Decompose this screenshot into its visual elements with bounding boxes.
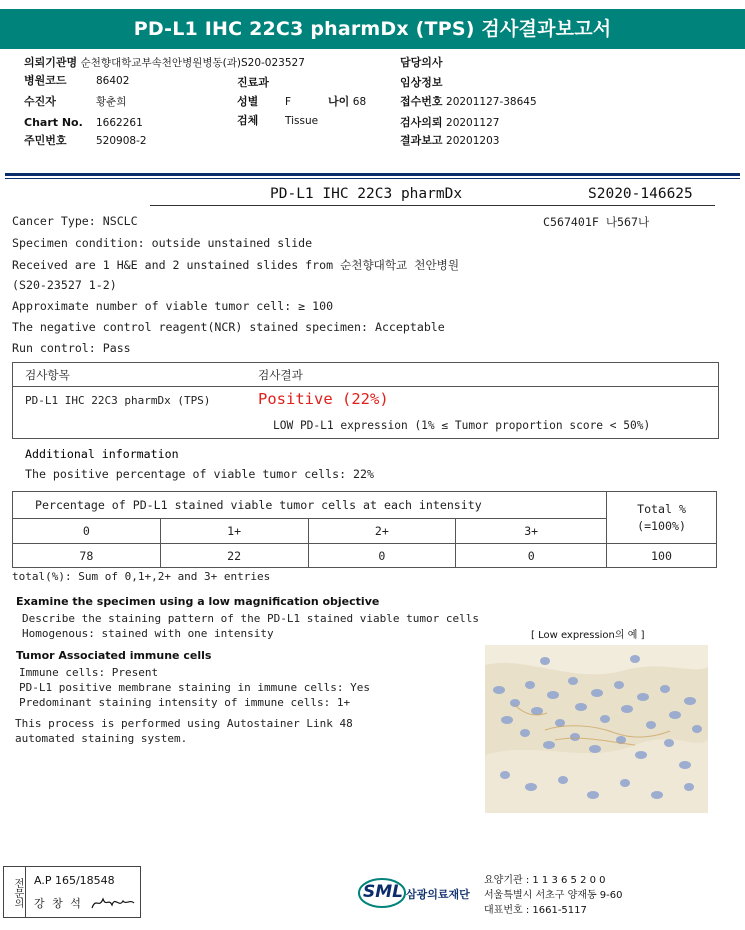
address: 서울특별시 서초구 양재동 9-60 — [484, 890, 623, 901]
received-slides: Received are 1 H&E and 2 unstained slides from 순천향대학교 천안병원 — [12, 258, 460, 272]
additional-info-title: Additional information — [25, 447, 179, 461]
age-label: 나이 — [328, 95, 350, 108]
immune-line: PD-L1 positive membrane staining in immune cells: Yes — [19, 681, 370, 694]
total-value: 100 — [607, 544, 717, 568]
test-result-header: 검사결과 — [258, 368, 303, 382]
intensity-value: 0 — [456, 544, 607, 568]
chart-no-value: 1662261 — [96, 117, 143, 129]
micrograph-illustration — [485, 645, 708, 813]
sex-label: 성별 — [237, 95, 259, 108]
immune-line: Predominant staining intensity of immune cells: 1+ — [19, 696, 351, 709]
additional-info-text: The positive percentage of viable tumor cells: 22% — [25, 467, 375, 481]
sex-value: F — [285, 96, 292, 108]
intensity-level: 3+ — [456, 519, 607, 544]
receipt-no-value: 20201127-38645 — [446, 96, 537, 108]
process-line: This process is performed using Autostainer Link 48 — [15, 717, 353, 730]
resident-no-label: 주민번호 — [24, 134, 67, 147]
request-date-label: 검사의뢰 — [400, 116, 443, 129]
process-line: automated staining system. — [15, 732, 188, 745]
negative-control: The negative control reagent(NCR) stained specimen: Acceptable — [12, 320, 445, 334]
agency-code: 요양기관 : 1 1 3 6 5 2 0 0 — [484, 875, 606, 886]
report-id: S2020-146625 — [588, 186, 693, 202]
test-result: Positive (22%) — [258, 390, 389, 408]
examine-line: Homogenous: stained with one intensity — [22, 627, 274, 640]
immune-line: Immune cells: Present — [19, 666, 159, 679]
run-control: Run control: Pass — [12, 341, 131, 355]
divider-thin — [5, 178, 740, 179]
result-box-separator — [12, 386, 719, 387]
request-date-value: 20201127 — [446, 117, 500, 129]
test-name-heading: PD-L1 IHC 22C3 pharmDx — [270, 186, 463, 202]
hospital-code-value: 86402 — [96, 75, 130, 87]
table-note: total(%): Sum of 0,1+,2+ and 3+ entries — [12, 570, 271, 583]
department-label: 진료과 — [237, 76, 269, 89]
patient-name-label: 수진자 — [24, 95, 56, 108]
institution-value: 순천향대학교부속천안병원병동(과)S20-023527 — [80, 57, 305, 69]
ap-number: A.P 165/18548 — [34, 874, 115, 887]
intensity-table-header: Percentage of PD-L1 stained viable tumor cells at each intensity — [13, 492, 607, 519]
intensity-value: 0 — [308, 544, 456, 568]
cancer-type: Cancer Type: NSCLC — [12, 214, 138, 228]
micrograph-image — [485, 645, 708, 813]
age-value: 68 — [352, 96, 367, 108]
examine-title: Examine the specimen using a low magnification objective — [16, 595, 380, 608]
reference-code: C567401F 나567나 — [543, 215, 650, 229]
slide-numbers: (S20-23527 1-2) — [12, 278, 117, 292]
heading-underline — [150, 205, 715, 206]
examine-line: Describe the staining pattern of the PD-L1 stained viable tumor cells — [22, 612, 479, 625]
viable-tumor-count: Approximate number of viable tumor cell: ≥ 100 — [12, 299, 334, 313]
report-date-label: 결과보고 — [400, 134, 443, 147]
org-name: 삼광의료재단 — [406, 888, 470, 901]
report-date-value: 20201203 — [446, 135, 500, 147]
phone: 대표번호 : 1661-5117 — [484, 905, 587, 916]
intensity-level: 0 — [13, 519, 161, 544]
intensity-value: 78 — [13, 544, 161, 568]
image-caption: [ Low expression의 예 ] — [531, 630, 645, 641]
signature-scribble — [90, 893, 136, 913]
total-header-line1: Total % — [637, 501, 686, 516]
immune-title: Tumor Associated immune cells — [16, 649, 212, 662]
patient-name-value: 황춘희 — [96, 96, 127, 108]
footer-address-block — [484, 873, 623, 918]
intensity-level: 2+ — [308, 519, 456, 544]
resident-no-value: 520908-2 — [96, 135, 147, 147]
divider-thick — [5, 173, 740, 176]
logo-text: SML — [363, 882, 403, 902]
stamp-label: 전문의 — [4, 867, 26, 917]
intensity-table — [12, 491, 717, 568]
institution-label: 의뢰기관명 — [24, 56, 78, 69]
test-item: PD-L1 IHC 22C3 pharmDx (TPS) — [25, 394, 211, 407]
specimen-label: 검체 — [237, 114, 259, 127]
doctor-label: 담당의사 — [400, 56, 443, 69]
specimen-condition: Specimen condition: outside unstained slide — [12, 236, 313, 250]
sml-logo — [358, 876, 476, 912]
intensity-value: 22 — [160, 544, 308, 568]
test-item-header: 검사항목 — [25, 368, 70, 382]
total-header-line2: (=100%) — [637, 518, 686, 533]
total-header — [607, 492, 717, 544]
report-title: PD-L1 IHC 22C3 pharmDx (TPS) 검사결과보고서 — [0, 9, 745, 49]
expression-level: LOW PD-L1 expression (1% ≤ Tumor proportion score < 50%) — [273, 419, 651, 432]
intensity-level: 1+ — [160, 519, 308, 544]
hospital-code-label: 병원코드 — [24, 74, 67, 87]
doctor-name: 강 창 석 — [34, 897, 83, 910]
chart-no-label: Chart No. — [24, 116, 83, 129]
signature-box — [3, 866, 141, 918]
specimen-value: Tissue — [285, 115, 319, 127]
clinical-info-label: 임상정보 — [400, 76, 443, 89]
receipt-no-label: 접수번호 — [400, 95, 443, 108]
